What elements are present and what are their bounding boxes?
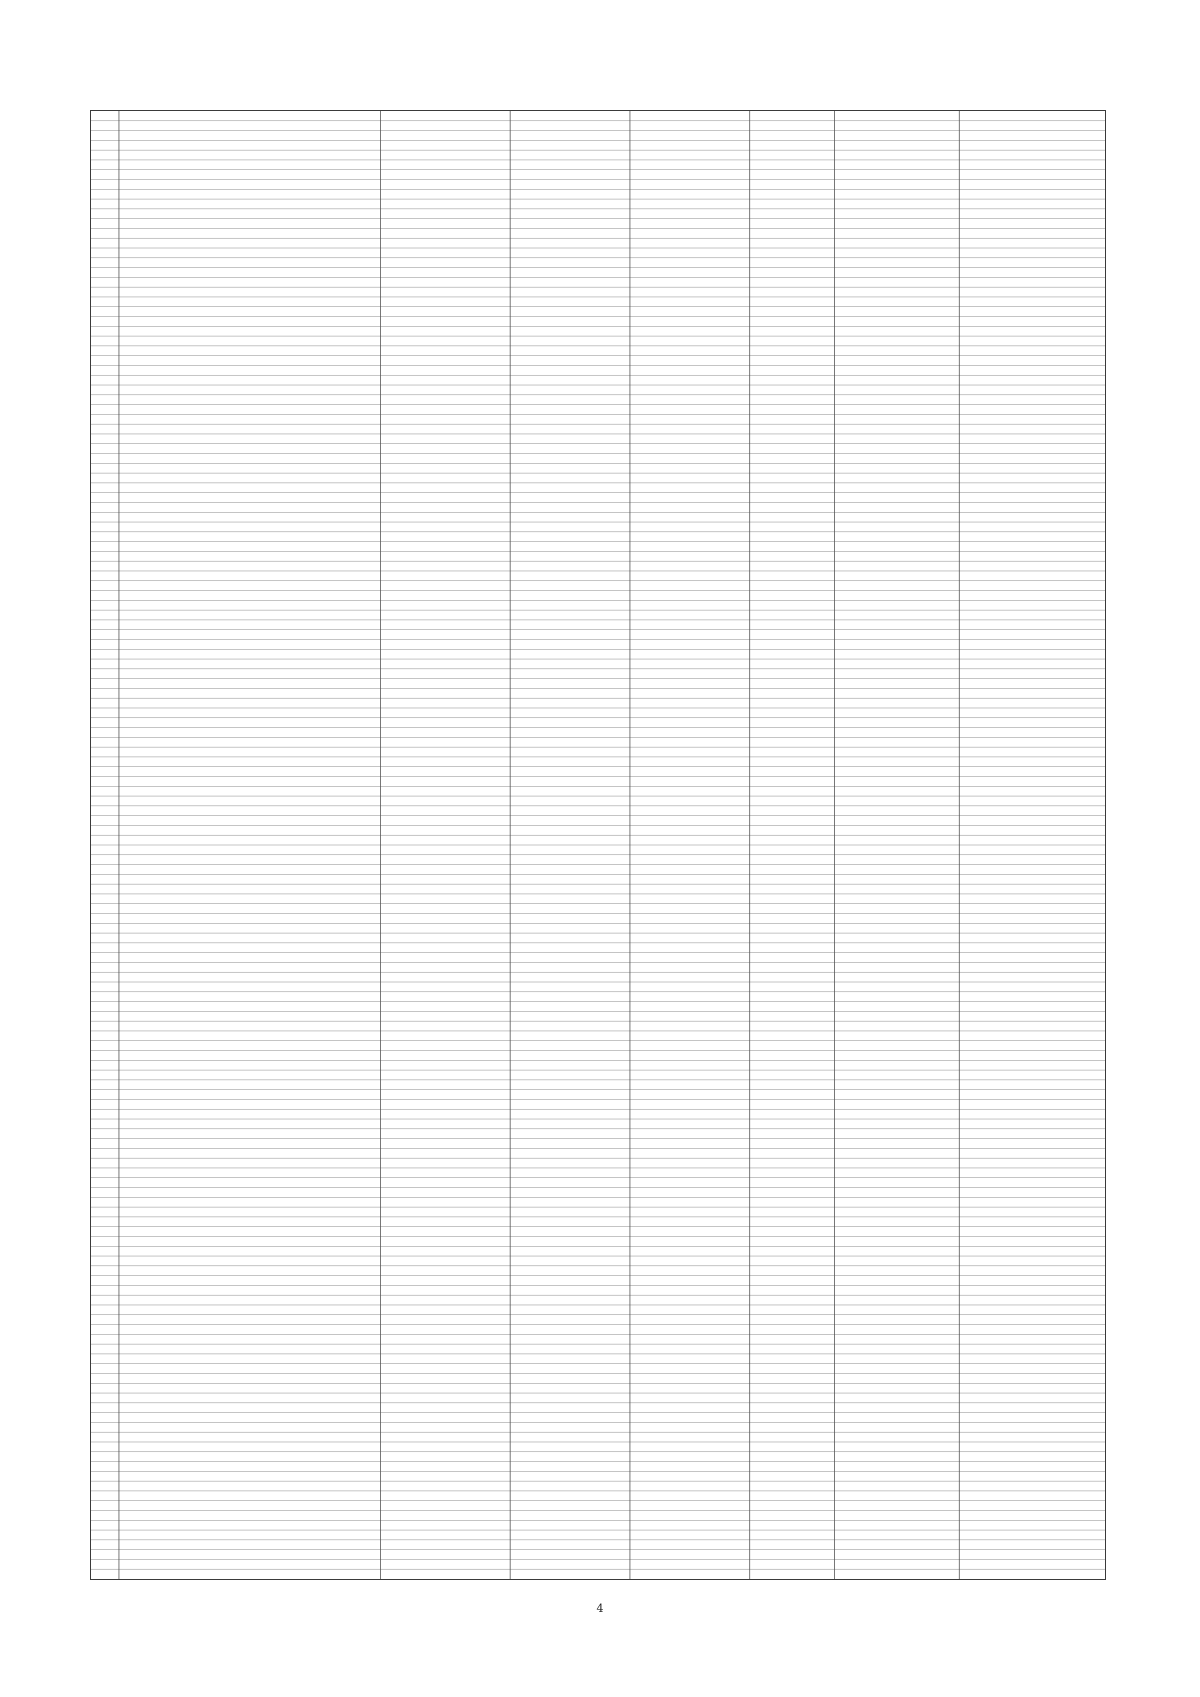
schedule-table-grid — [91, 111, 1105, 1579]
schedule-table — [90, 110, 1106, 1580]
page-number: 4 — [596, 1602, 604, 1615]
